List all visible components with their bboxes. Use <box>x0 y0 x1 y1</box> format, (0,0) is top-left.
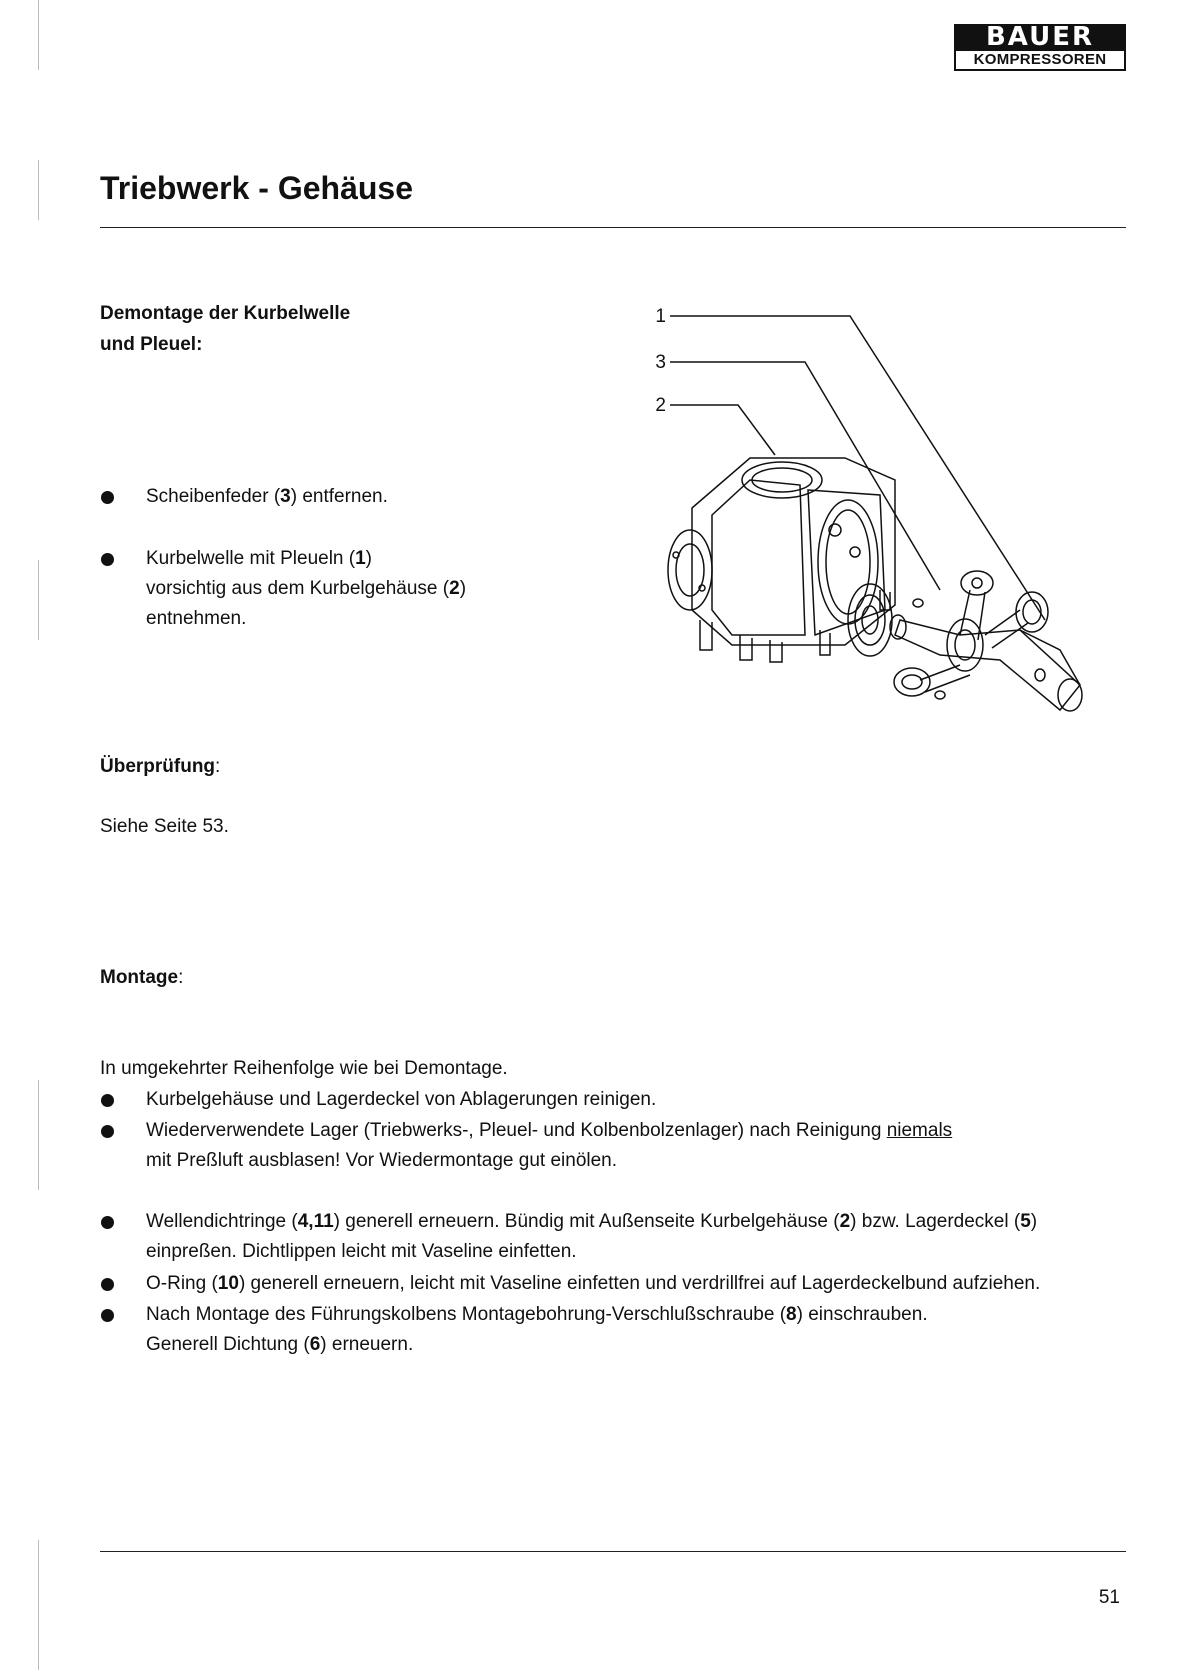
bearing <box>848 584 892 656</box>
bauer-logo <box>954 24 1126 71</box>
bullet <box>101 1309 114 1322</box>
demontage-heading-line2: und Pleuel: <box>100 334 203 355</box>
demontage-step-2: Kurbelwelle mit Pleueln (1) vorsichtig aus dem Kurbelgehäuse (2) entnehmen. <box>146 548 467 629</box>
logo-subtitle: KOMPRESSOREN <box>954 51 1126 71</box>
page-number: 51 <box>1098 1587 1120 1608</box>
leader-line-2 <box>670 405 775 455</box>
callout-3: 3 <box>655 352 666 373</box>
montage-bullet-1: Kurbelgehäuse und Lagerdeckel von Ablagerungen reinigen. <box>146 1089 657 1110</box>
crankcase-exploded-figure <box>640 290 1140 790</box>
demontage-step-1: Scheibenfeder (3) entfernen. <box>146 486 388 507</box>
bullet <box>101 491 114 504</box>
crankcase-housing <box>668 458 895 662</box>
scan-mark <box>38 1080 39 1190</box>
montage-bullet-2: Wiederverwendete Lager (Triebwerks-, Pleuel- und Kolbenbolzenlager) nach Reinigung niemals mit Preßluft ausblasen! Vor Wiedermontage gut einölen. <box>146 1120 953 1171</box>
logo-brand: BAUER <box>954 24 1126 51</box>
demontage-heading-line1: Demontage der Kurbelwelle <box>100 303 351 324</box>
callout-1: 1 <box>655 306 666 327</box>
scan-mark <box>38 160 39 220</box>
montage-bullet-5: Nach Montage des Führungskolbens Montagebohrung-Verschlußschraube (8) einschrauben. Generell Dichtung (6) erneuern. <box>146 1304 928 1355</box>
bullet <box>101 1278 114 1291</box>
ueberpruefung-heading: Überprüfung: <box>100 756 221 777</box>
scan-mark <box>38 1540 39 1670</box>
woodruff-key <box>913 599 923 607</box>
ueberpruefung-text: Siehe Seite 53. <box>100 816 229 837</box>
montage-bullet-4: O-Ring (10) generell erneuern, leicht mit Vaseline einfetten und verdrillfrei auf Lagerdeckelbund aufziehen. <box>146 1273 1041 1294</box>
bullet <box>101 1125 114 1138</box>
montage-heading: Montage: <box>100 967 184 988</box>
title-rule <box>100 227 1126 228</box>
bullet <box>101 1216 114 1229</box>
callout-2: 2 <box>655 395 666 416</box>
montage-intro: In umgekehrter Reihenfolge wie bei Demontage. <box>100 1058 508 1079</box>
bullet <box>101 1094 114 1107</box>
scan-mark <box>38 560 39 640</box>
montage-bullet-3: Wellendichtringe (4,11) generell erneuern. Bündig mit Außenseite Kurbelgehäuse (2) bzw. Lagerdeckel (5) einpreßen. Dichtlippen leicht mit Vaseline einfetten. <box>146 1211 1038 1262</box>
page-title: Triebwerk - Gehäuse <box>100 170 414 206</box>
bullet <box>101 553 114 566</box>
footer-rule <box>100 1551 1126 1552</box>
scan-mark <box>38 0 39 70</box>
crankshaft-with-conrods <box>890 571 1082 711</box>
